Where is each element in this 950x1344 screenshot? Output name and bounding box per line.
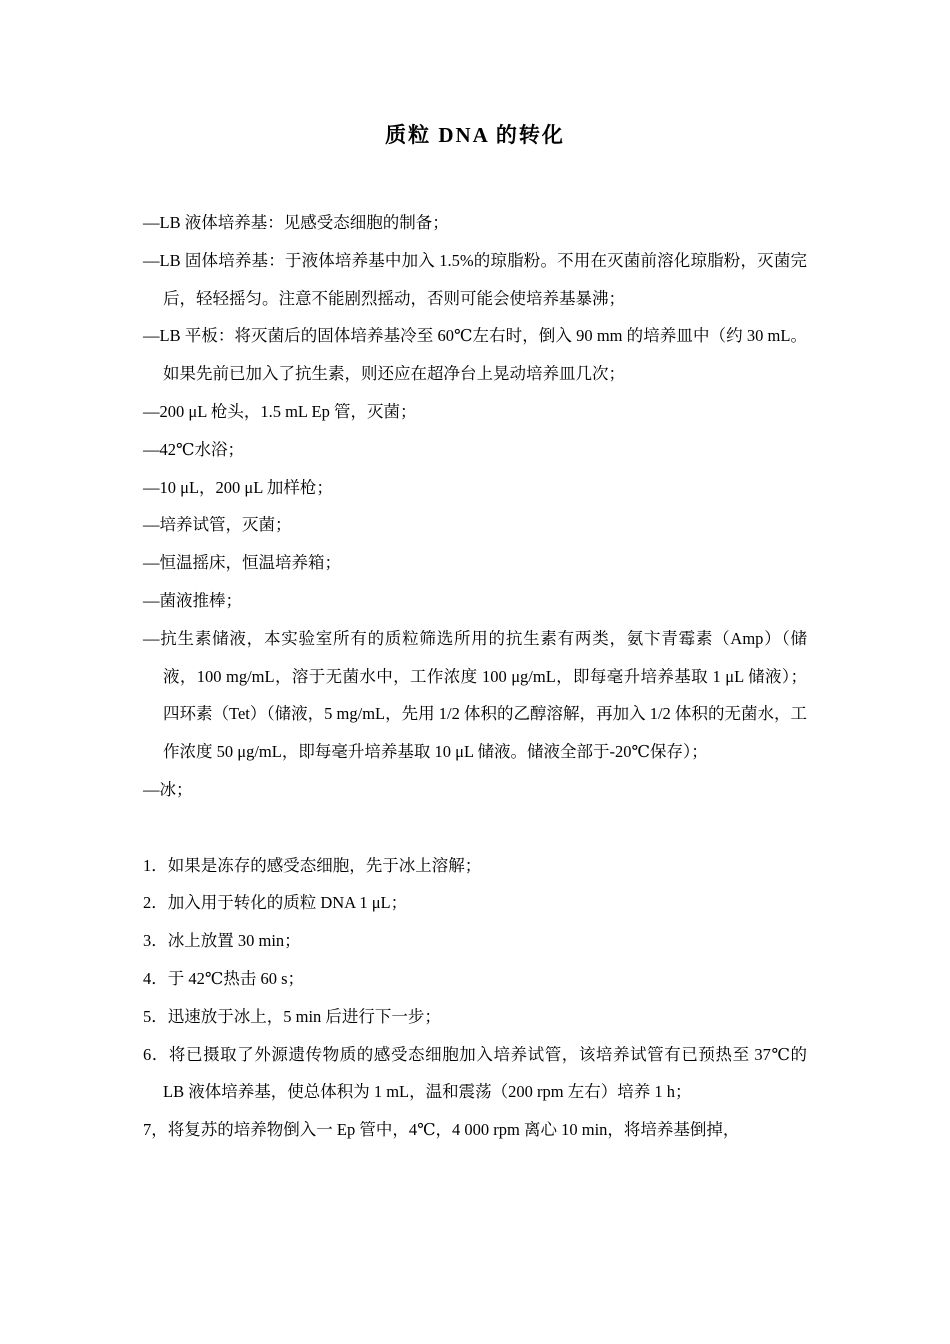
procedure-step: 7，将复苏的培养物倒入一 Ep 管中，4℃，4 000 rpm 离心 10 min，将培养基倒掉， xyxy=(143,1120,740,1140)
material-item: —菌液推棒； xyxy=(143,590,242,610)
procedure-step: 1．如果是冻存的感受态细胞，先于冰上溶解； xyxy=(143,855,482,875)
procedure-step: 5．迅速放于冰上，5 min 后进行下一步； xyxy=(143,1006,441,1026)
section-gap xyxy=(143,809,807,847)
procedure-steps xyxy=(143,847,807,1149)
document-title: 质粒 DNA 的转化 xyxy=(385,123,565,147)
material-item: —恒温摇床，恒温培养箱； xyxy=(143,553,341,573)
material-item: —抗生素储液，本实验室所有的质粒筛选所用的抗生素有两类，氨卞青霉素（Amp）（储液，100 mg/mL，溶于无菌水中，工作浓度 100 μg/mL，即每毫升培养基取 1 μL 储液）；四环素（Tet）（储液，5 mg/mL，先用 1/2 体积的乙醇溶解，再加入 1/2 体积的无菌水，工作浓度 50 μg/mL，即每毫升培养基取 10 μL 储液。储液全部于-20℃保存）； xyxy=(143,628,807,762)
material-item: —10 μL，200 μL 加样枪； xyxy=(143,477,333,497)
materials-list xyxy=(143,204,807,809)
material-item: —LB 液体培养基：见感受态细胞的制备； xyxy=(143,213,449,232)
procedure-step: 4．于 42℃热击 60 s； xyxy=(143,968,305,988)
material-item: —42℃水浴； xyxy=(143,439,244,459)
document-body xyxy=(143,204,807,1149)
material-item: —LB 固体培养基：于液体培养基中加入 1.5%的琼脂粉。不用在灭菌前溶化琼脂粉，灭菌完后，轻轻摇匀。注意不能剧烈摇动，否则可能会使培养基暴沸； xyxy=(143,250,807,308)
procedure-step: 6．将已摄取了外源遗传物质的感受态细胞加入培养试管，该培养试管有已预热至 37℃的 LB 液体培养基，使总体积为 1 mL，温和震荡（200 rpm 左右）培养 1 h； xyxy=(143,1044,807,1102)
procedure-step: 2．加入用于转化的质粒 DNA 1 μL； xyxy=(143,893,408,913)
procedure-step: 3．冰上放置 30 min； xyxy=(143,931,301,951)
material-item: —LB 平板：将灭菌后的固体培养基冷至 60℃左右时，倒入 90 mm 的培养皿中（约 30 mL。如果先前已加入了抗生素，则还应在超净台上晃动培养皿几次； xyxy=(143,326,807,384)
material-item: —冰； xyxy=(143,779,193,799)
material-item: —培养试管，灭菌； xyxy=(143,515,292,535)
material-item: —200 μL 枪头，1.5 mL Ep 管，灭菌； xyxy=(143,401,417,421)
